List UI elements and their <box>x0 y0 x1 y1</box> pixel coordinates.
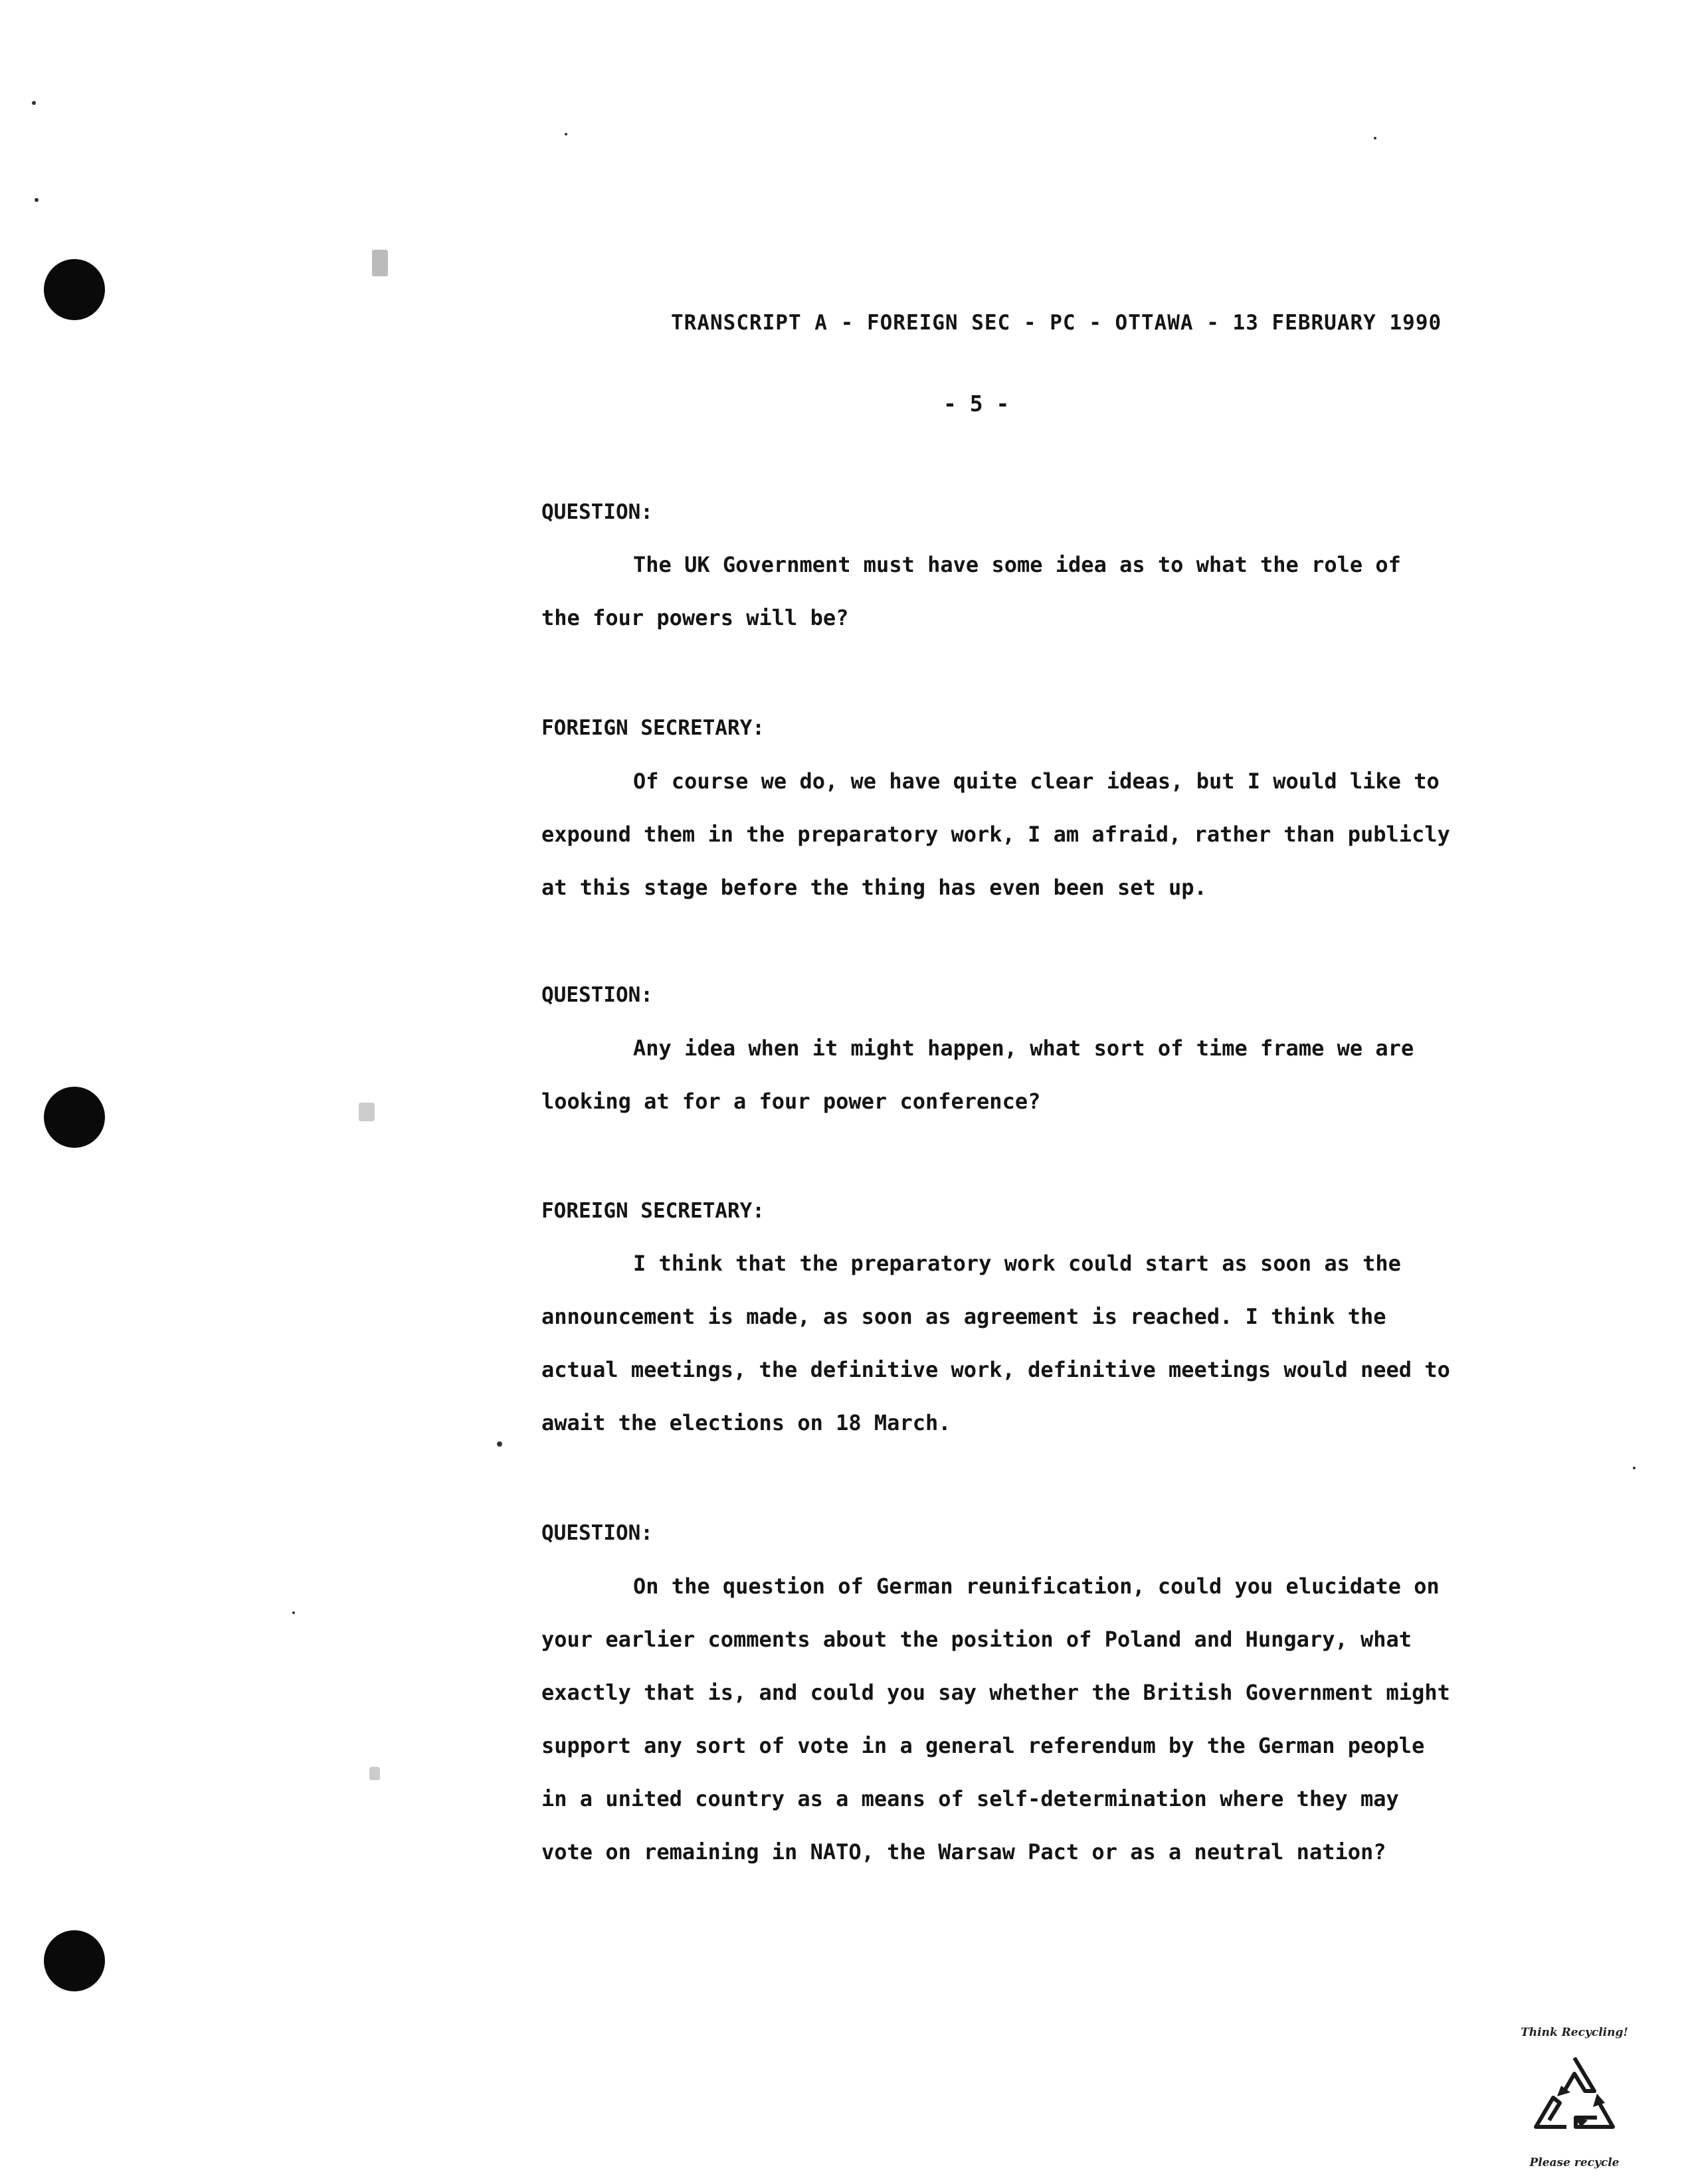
punch-hole-bottom <box>44 1930 105 1991</box>
recycle-badge-top-text: Think Recycling! <box>1521 2026 1628 2039</box>
scan-speck <box>359 1103 375 1121</box>
speech-paragraph: I think that the preparatory work could start as soon as the announcement is made, as soon as agreement is reached. I think the actual meetings, the definitive work, definitive meetings would need to await the elections on 18 March. <box>541 1251 1450 1435</box>
speaker-label: FOREIGN SECRETARY: <box>541 716 765 740</box>
speaker-label: QUESTION: <box>541 983 653 1007</box>
scan-speck <box>565 133 567 136</box>
speech-paragraph: Any idea when it might happen, what sort of time frame we are looking at for a four power conference? <box>541 1036 1414 1114</box>
scan-speck <box>1374 137 1376 139</box>
scan-speck <box>32 101 36 105</box>
speech-paragraph: The UK Government must have some idea as to what the role of the four powers will be? <box>541 552 1401 630</box>
punch-hole-top <box>44 259 105 320</box>
speech-paragraph: On the question of German reunification, could you elucidate on your earlier comments about the position of Poland and Hungary, what exactly that is, and could you say whether the British Government might support any sort of vote in a general referendum by the German people in a united country as a means of self-determination where they may vote on remaining in NATO, the Warsaw Pact or as a neutral nation? <box>541 1574 1450 1865</box>
recycle-badge-bottom-text: Please recycle <box>1529 2156 1620 2169</box>
transcript-header: TRANSCRIPT A - FOREIGN SEC - PC - OTTAWA - 13 FEBRUARY 1990 <box>671 311 1442 335</box>
scan-speck <box>369 1767 380 1780</box>
page-number: - 5 - <box>943 391 1010 416</box>
recycle-icon <box>1528 2046 1621 2152</box>
speaker-label: FOREIGN SECRETARY: <box>541 1199 765 1223</box>
speaker-label: QUESTION: <box>541 1521 653 1545</box>
scan-speck <box>372 250 388 276</box>
speech-paragraph: Of course we do, we have quite clear ideas, but I would like to expound them in the preparatory work, I am afraid, rather than publicly at this stage before the thing has even been set up. <box>541 769 1450 900</box>
scan-speck <box>292 1611 295 1614</box>
punch-hole-middle <box>44 1087 105 1148</box>
speaker-label: QUESTION: <box>541 500 653 524</box>
recycle-badge <box>1515 2026 1634 2172</box>
scan-speck <box>497 1441 502 1447</box>
scan-speck <box>35 198 39 202</box>
scan-speck <box>1633 1467 1636 1469</box>
